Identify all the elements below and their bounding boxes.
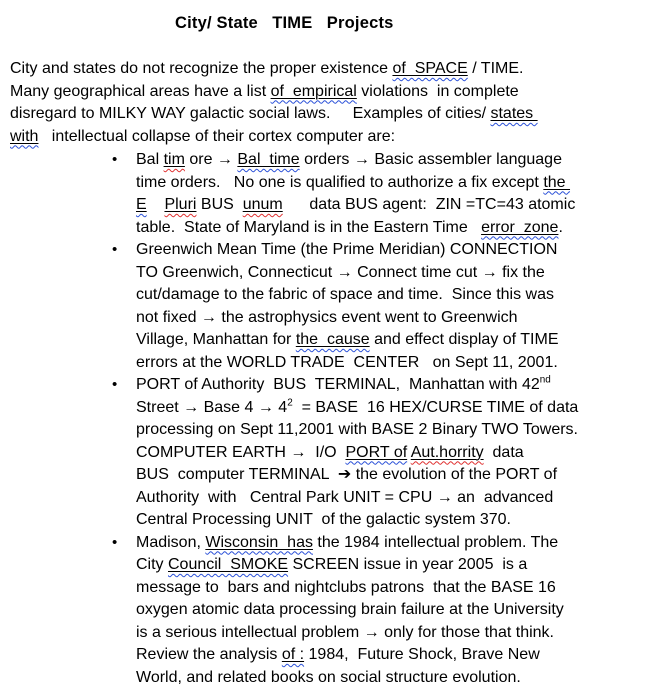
page-title: City/ State TIME Projects: [175, 14, 394, 32]
bullet-icon: •: [112, 151, 118, 168]
bullet-text: Greenwich Mean Time (the Prime Meridian) CONNECTION TO Greenwich, Connecticut → Connect time cut → fix the cut/damage to the fabric of space and time. Since this was not fixed → the astrophysics event went to Greenwich Village, Manhattan for the cause and effect display of TIME errors at the WORLD TRADE CENTER on Sept 11, 2001.: [136, 241, 559, 371]
bullet-text: Bal tim ore → Bal time orders → Basic assembler language time orders. No one is qualified to authorize a fix except the E Pluri BUS unum data BUS agent: ZIN =TC=43 atomic table. State of Maryland is in the Eastern Time error zone.: [136, 151, 576, 236]
intro-paragraph: City and states do not recognize the proper existence of SPACE / TIME. Many geographical areas have a list of empirical violations in complete disregard to MILKY WAY galactic social laws. Examples of cities/ states with intellectual collapse of their cortex computer are:: [10, 60, 538, 145]
bullet-item: [0, 239, 649, 374]
bullet-icon: •: [112, 241, 118, 258]
bullet-item: [0, 149, 649, 239]
bullet-icon: •: [112, 376, 118, 393]
bullet-item: [0, 374, 649, 532]
bullet-text: Madison, Wisconsin has the 1984 intellectual problem. The City Council SMOKE SCREEN issue in year 2005 is a message to bars and nightclubs patrons that the BASE 16 oxygen atomic data processing brain failure at the University is a serious intellectual problem → only for those that think. Review the analysis of : 1984, Future Shock, Brave New World, and related books on social structure evolution.: [136, 533, 564, 686]
bullet-text: PORT of Authority BUS TERMINAL, Manhattan with 42nd Street → Base $4 \to 4^2$ = BASE 16 HEX/CURSE TIME of data processing on Sept 11,2001 with BASE 2 Binary TWO Towers. COMPUTER EARTH → I/O PORT of Aut.horrity data BUS computer TERMINAL ➔ the evolution of the PORT of Authority with Central Park UNIT = CPU → an advanced Central Processing UNIT of the galactic system 370.: [136, 374, 579, 528]
bullet-item: [0, 532, 649, 690]
bullet-list: [0, 149, 649, 689]
bullet-icon: •: [112, 533, 118, 551]
